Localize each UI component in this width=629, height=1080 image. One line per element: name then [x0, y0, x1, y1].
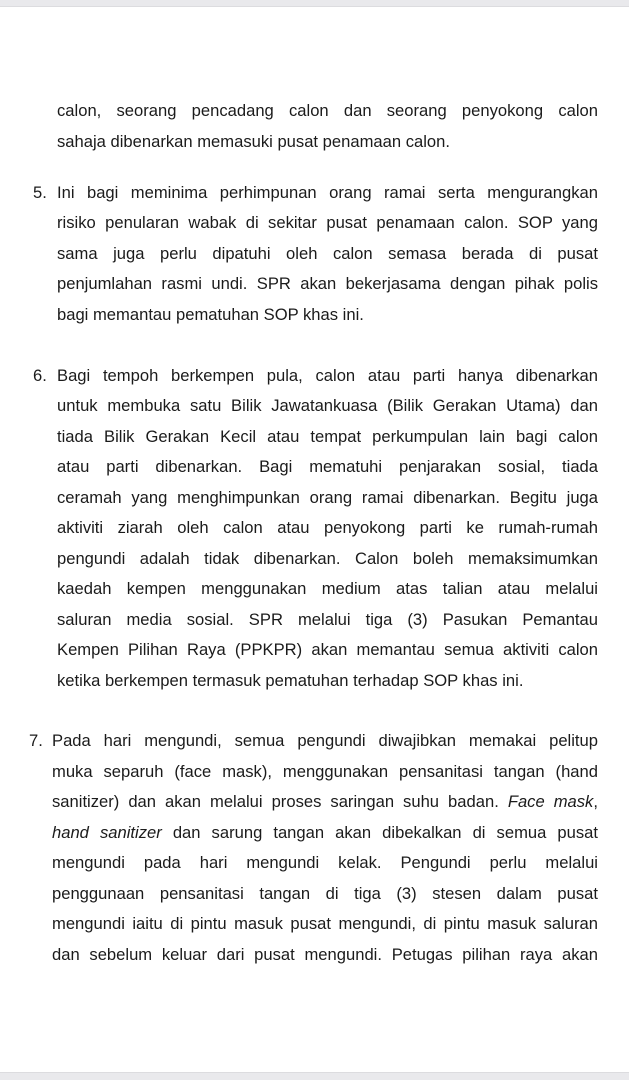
text-run: sanitizer) dan akan melalui proses saringan suhu badan. — [52, 792, 508, 811]
paragraph-line: ketika berkempen termasuk pematuhan terhadap SOP khas ini. — [57, 671, 524, 690]
text-run: , — [593, 792, 598, 811]
paragraph-line: pengundi adalah tidak dibenarkan. Calon boleh memaksimumkan — [57, 549, 598, 568]
paragraph-line: penjumlahan rasmi undi. SPR akan bekerjasama dengan pihak polis — [57, 274, 598, 293]
paragraph-line: Bagi tempoh berkempen pula, calon atau parti hanya dibenarkan — [57, 366, 598, 385]
paragraph-line: dan sebelum keluar dari pusat mengundi. Petugas pilihan raya akan — [52, 945, 598, 964]
paragraph-line: Pada hari mengundi, semua pengundi diwajibkan memakai pelitup — [52, 731, 598, 750]
paragraph-line: Ini bagi meminima perhimpunan orang ramai serta mengurangkan — [57, 183, 598, 202]
paragraph-line: penggunaan pensanitasi tangan di tiga (3) stesen dalam pusat — [52, 884, 598, 903]
paragraph-line: bagi memantau pematuhan SOP khas ini. — [57, 305, 364, 324]
paragraph-line: Kempen Pilihan Raya (PPKPR) akan memantau semua aktiviti calon — [57, 640, 598, 659]
paragraph-number: 7. — [29, 731, 43, 750]
paragraph-line — [52, 792, 598, 812]
document-page — [0, 6, 629, 1073]
paragraph-line: mengundi iaitu di pintu masuk pusat mengundi, di pintu masuk saluran — [52, 914, 598, 933]
paragraph-line: untuk membuka satu Bilik Jawatankuasa (Bilik Gerakan Utama) dan — [57, 396, 598, 415]
paragraph-line: aktiviti ziarah oleh calon atau penyokong parti ke rumah-rumah — [57, 518, 598, 537]
paragraph-number: 5. — [33, 183, 47, 202]
paragraph-line: ceramah yang menghimpunkan orang ramai dibenarkan. Begitu juga — [57, 488, 598, 507]
paragraph-line: atau parti dibenarkan. Bagi mematuhi penjarakan sosial, tiada — [57, 457, 598, 476]
paragraph-line: calon, seorang pencadang calon dan seorang penyokong calon — [57, 101, 598, 120]
text-run: dan sarung tangan akan dibekalkan di semua pusat — [161, 823, 598, 842]
paragraph-line: sahaja dibenarkan memasuki pusat penamaan calon. — [57, 132, 450, 151]
paragraph-line: sama juga perlu dipatuhi oleh calon semasa berada di pusat — [57, 244, 598, 263]
paragraph-number: 6. — [33, 366, 47, 385]
paragraph-line: risiko penularan wabak di sekitar pusat penamaan calon. SOP yang — [57, 213, 598, 232]
paragraph-line: tiada Bilik Gerakan Kecil atau tempat perkumpulan lain bagi calon — [57, 427, 598, 446]
paragraph-line: mengundi pada hari mengundi kelak. Pengundi perlu melalui — [52, 853, 598, 872]
paragraph-line: kaedah kempen menggunakan medium atas talian atau melalui — [57, 579, 598, 598]
italic-term: Face mask — [507, 792, 594, 811]
italic-term: hand sanitizer — [52, 823, 162, 842]
paragraph-line: saluran media sosial. SPR melalui tiga (3) Pasukan Pemantau — [57, 610, 598, 629]
paragraph-line: muka separuh (face mask), menggunakan pensanitasi tangan (hand — [52, 762, 598, 781]
paragraph-line — [52, 823, 598, 843]
